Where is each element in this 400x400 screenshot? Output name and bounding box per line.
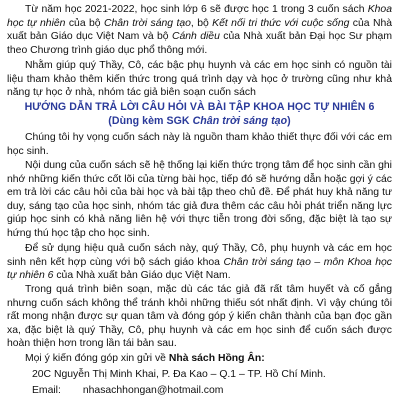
intro-text-d: Chân trời sáng tạo — [103, 17, 191, 29]
intro-text-g: của Nhà xuất bản Giáo dục Việt Nam và bộ — [7, 17, 392, 43]
address-line: 20C Nguyễn Thị Minh Khai, P. Đa Kao – Q.1 – TP. Hồ Chí Minh. — [32, 369, 326, 380]
email-line — [32, 384, 392, 398]
subtitle-suffix: ) — [287, 115, 291, 127]
content-paragraph: Nội dung của cuốn sách sẽ hệ thống lại kiến thức trọng tâm để học sinh cần ghi nhớ những kiến thức cốt lõi của từng bài học, tiếp đó sẽ hướng dẫn hoặc gợi ý các em trả lời các câu hỏi của bài học và bài tập theo chủ đề. Để phát huy khả năng tư duy, sáng tạo của học sinh, nhóm tác giả đưa thêm các câu hỏi phát triển năng lực giúp học sinh có khả năng liên hệ với thực tiễn trong đời sống, đặc biệt là tạo sự hứng thú học tập cho học sinh. — [7, 160, 392, 239]
contact-line — [7, 352, 392, 366]
purpose-paragraph: Nhằm giúp quý Thầy, Cô, các bậc phụ huynh và các em học sinh có nguồn tài liệu tham khảo thêm kiến thức trong quá trình dạy và học ở trường cũng như khả năng tự học ở nhà, nhóm tác giả biên soạn cuốn sách — [7, 60, 392, 99]
intro-text-f: Kết nối tri thức với cuộc sống — [212, 17, 350, 29]
contact-prefix: Mọi ý kiến đóng góp xin gửi về — [25, 353, 169, 364]
intro-text-e: , bộ — [190, 17, 213, 29]
email-address[interactable]: nhasachhongan@hotmail.com — [82, 385, 224, 396]
intro-text-b: Khoa học tự nhiên — [7, 4, 392, 29]
publisher-name: Nhà sách Hồng Ân: — [168, 353, 265, 364]
hope-paragraph: Chúng tôi hy vọng cuốn sách này là nguồn tham khảo thiết thực đối với các em học sinh. — [7, 132, 392, 157]
subtitle-prefix: (Dùng kèm SGK — [108, 115, 193, 127]
usage-text-b: Chân trời sáng tạo – môn Khoa học tự nhiên 6 — [7, 256, 392, 282]
intro-text-a: Từ năm học 2021-2022, học sinh lớp 6 sẽ được học 1 trong 3 cuốn sách — [25, 4, 368, 15]
intro-paragraph — [7, 3, 392, 57]
book-title: HƯỚNG DẪN TRẢ LỜI CÂU HỎI VÀ BÀI TẬP KHOA HỌC TỰ NHIÊN 6 — [24, 101, 375, 113]
usage-text-c: của Nhà xuất bản Giáo dục Việt Nam. — [53, 270, 231, 282]
intro-text-h: Cánh diều — [171, 31, 220, 43]
feedback-paragraph: Trong quá trình biên soạn, mặc dù các tác giả đã rất tâm huyết và cố gắng nhưng cuốn sách không thể tránh khỏi những thiếu sót nhất định. Vì vậy chúng tôi rất mong nhận được sự quan tâm và đóng góp ý kiến chân thành của bạn đọc gần xa, đặc biệt là quý Thầy, Cô, phụ huynh và các em học sinh để cuốn sách được hoàn thiện hơn trong lần tái bản sau. — [7, 284, 392, 350]
intro-text-i: của Nhà xuất bản Đại học Sư phạm theo Chương trình giáo dục phổ thông mới. — [7, 31, 392, 56]
usage-text-a: Để sử dụng hiệu quả cuốn sách này, quý Thầy, Cô, phụ huynh và các em học sinh nên kết hợp cùng với bộ sách giáo khoa — [7, 243, 392, 268]
usage-paragraph — [7, 242, 392, 283]
subtitle-italic: Chân trời sáng tạo — [192, 115, 288, 127]
book-subtitle — [7, 115, 392, 128]
intro-text-c: của bộ — [65, 17, 104, 29]
email-label: Email: — [32, 385, 61, 396]
